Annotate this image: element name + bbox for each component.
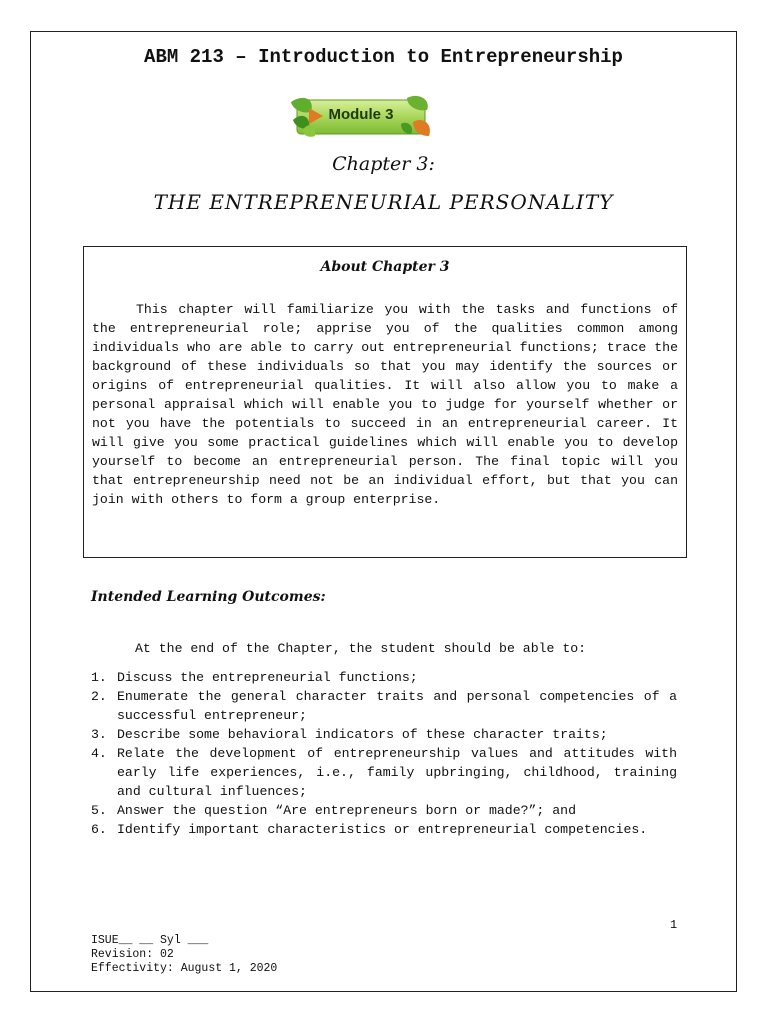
footer-revision: Revision: 02 xyxy=(91,948,174,961)
footer-effectivity: Effectivity: August 1, 2020 xyxy=(91,962,278,975)
course-title: ABM 213 – Introduction to Entrepreneurship xyxy=(144,46,623,68)
item-number: 6. xyxy=(91,822,107,837)
list-item xyxy=(91,820,677,839)
list-item xyxy=(91,725,677,744)
outcomes-list xyxy=(91,668,677,839)
item-text: Enumerate the general character traits and personal competencies of a successful entrepreneur; xyxy=(117,689,677,723)
module-badge xyxy=(289,94,433,140)
item-number: 4. xyxy=(91,746,107,761)
item-text: Relate the development of entrepreneurship values and attitudes with early life experiences, i.e., family upbringing, childhood, training and cultural influences; xyxy=(117,746,677,799)
document-footer xyxy=(91,934,277,976)
item-number: 2. xyxy=(91,689,107,704)
page-number: 1 xyxy=(670,918,678,932)
list-item xyxy=(91,668,677,687)
item-number: 5. xyxy=(91,803,107,818)
outcomes-heading: Intended Learning Outcomes: xyxy=(91,589,326,605)
item-text: Answer the question “Are entrepreneurs born or made?”; and xyxy=(117,803,576,818)
chapter-name: THE ENTREPRENEURIAL PERSONALITY xyxy=(153,190,614,214)
footer-issue: ISUE__ __ Syl ___ xyxy=(91,934,209,947)
item-text: Describe some behavioral indicators of these character traits; xyxy=(117,727,608,742)
chapter-label: Chapter 3: xyxy=(332,153,435,175)
about-chapter-box xyxy=(83,246,687,558)
item-number: 3. xyxy=(91,727,107,742)
about-heading: About Chapter 3 xyxy=(320,259,450,275)
list-item xyxy=(91,744,677,801)
document-page xyxy=(30,31,737,992)
about-body: This chapter will familiarize you with the tasks and functions of the entrepreneurial role; apprise you of the qualities common among individuals who are able to carry out entrepreneurial functions; trace the background of these individuals so that you may identify the sources or origins of entrepreneurial qualities. It will also allow you to make a personal appraisal which will enable you to judge for yourself whether or not you have the potentials to succeed in an entrepreneurial career. It will give you some practical guidelines which will enable you to develop yourself to become an entrepreneurial person. The final topic will you that entrepreneurship need not be an individual effort, but that you can join with others to form a group enterprise. xyxy=(92,302,678,507)
module-badge-label: Module 3 xyxy=(328,106,394,123)
item-text: Discuss the entrepreneurial functions; xyxy=(117,670,418,685)
list-item xyxy=(91,687,677,725)
item-number: 1. xyxy=(91,670,107,685)
outcomes-intro: At the end of the Chapter, the student should be able to: xyxy=(135,641,587,656)
item-text: Identify important characteristics or entrepreneurial competencies. xyxy=(117,822,648,837)
list-item xyxy=(91,801,677,820)
